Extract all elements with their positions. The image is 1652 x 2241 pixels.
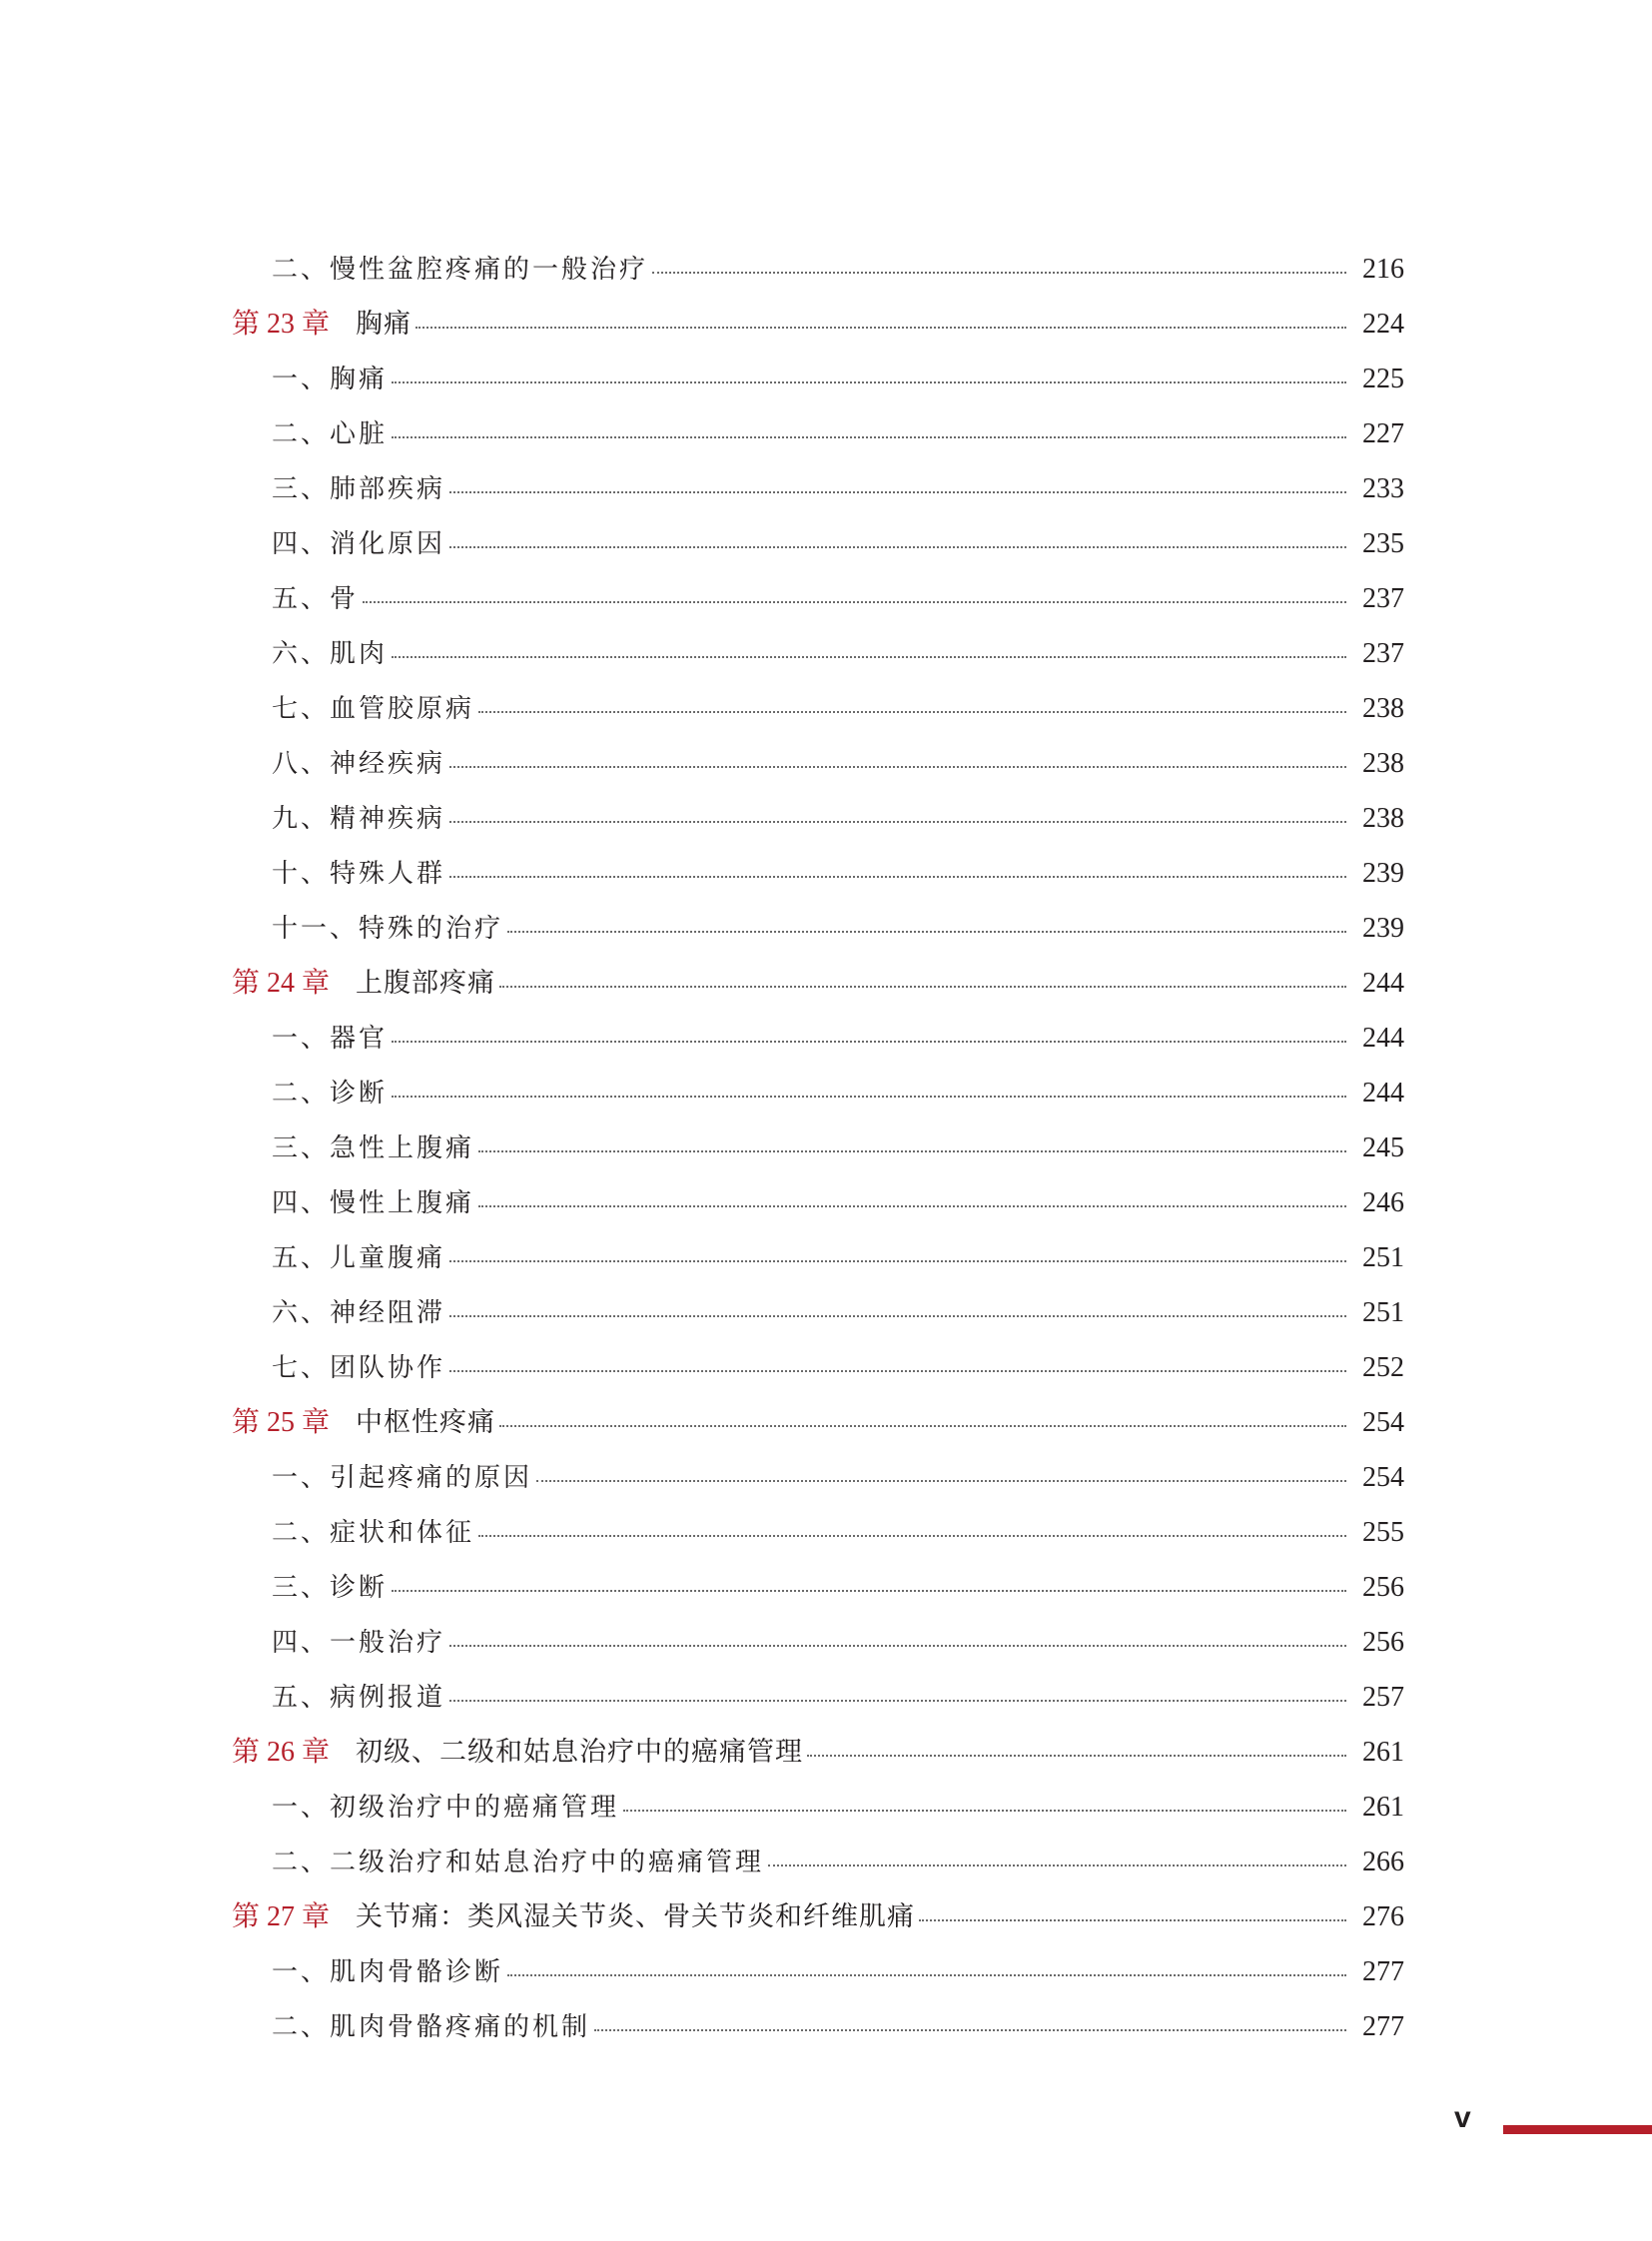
page-ref: 252 <box>1362 1352 1404 1383</box>
folio-accent-bar <box>1503 2125 1652 2134</box>
dot-leader <box>507 930 1346 933</box>
toc-section-row <box>232 1621 1404 1676</box>
toc-section-row <box>232 1291 1404 1346</box>
toc-chapter-row <box>232 1731 1404 1786</box>
section-title: 二、慢性盆腔疼痛的一般治疗 <box>272 255 649 285</box>
dot-leader <box>449 765 1346 768</box>
page-ref: 254 <box>1362 1407 1404 1438</box>
page-ref: 238 <box>1362 803 1404 834</box>
chapter-title: 初级、二级和姑息治疗中的癌痛管理 <box>356 1737 804 1768</box>
toc-section-row <box>232 467 1404 522</box>
dot-leader <box>536 1479 1346 1482</box>
section-title: 七、团队协作 <box>272 1353 446 1383</box>
toc-section-row <box>232 412 1404 467</box>
dot-leader <box>392 1095 1346 1098</box>
dot-leader <box>449 875 1346 878</box>
toc-section-row <box>232 1017 1404 1072</box>
dot-leader <box>919 1918 1346 1921</box>
section-title: 一、引起疼痛的原因 <box>272 1463 533 1493</box>
page-ref: 238 <box>1362 693 1404 724</box>
section-title: 一、器官 <box>272 1024 389 1054</box>
toc-section-row <box>232 1786 1404 1841</box>
toc-chapter-row <box>232 303 1404 358</box>
section-title: 六、肌肉 <box>272 639 389 669</box>
dot-leader <box>449 1369 1346 1372</box>
dot-leader <box>392 1589 1346 1592</box>
section-title: 三、肺部疾病 <box>272 474 446 504</box>
dot-leader <box>392 655 1346 658</box>
toc-section-row <box>232 358 1404 412</box>
dot-leader <box>507 1973 1346 1976</box>
dot-leader <box>478 710 1346 713</box>
dot-leader <box>449 1699 1346 1702</box>
dot-leader <box>478 1534 1346 1537</box>
section-title: 二、心脏 <box>272 419 389 449</box>
page-ref: 233 <box>1362 473 1404 504</box>
dot-leader <box>499 985 1346 988</box>
toc-section-row <box>232 1841 1404 1895</box>
chapter-number: 第 24 章 <box>232 968 331 999</box>
section-title: 一、初级治疗中的癌痛管理 <box>272 1793 620 1823</box>
page-ref: 246 <box>1362 1187 1404 1218</box>
chapter-number: 第 25 章 <box>232 1407 331 1438</box>
chapter-number: 第 26 章 <box>232 1737 331 1768</box>
chapter-number: 第 27 章 <box>232 1901 331 1932</box>
page-ref: 239 <box>1362 913 1404 944</box>
toc-section-row <box>232 852 1404 907</box>
page-ref: 238 <box>1362 748 1404 779</box>
toc-section-row <box>232 1676 1404 1731</box>
page-ref: 251 <box>1362 1297 1404 1328</box>
dot-leader <box>449 820 1346 823</box>
dot-leader <box>449 1644 1346 1647</box>
section-title: 四、一般治疗 <box>272 1628 446 1658</box>
chapter-title: 关节痛：类风湿关节炎、骨关节炎和纤维肌痛 <box>356 1901 916 1932</box>
section-title: 四、慢性上腹痛 <box>272 1188 475 1218</box>
section-title: 五、病例报道 <box>272 1683 446 1713</box>
toc-section-row <box>232 1181 1404 1236</box>
page-ref: 237 <box>1362 583 1404 614</box>
dot-leader <box>807 1754 1346 1757</box>
page-ref: 255 <box>1362 1517 1404 1548</box>
page-ref: 227 <box>1362 418 1404 449</box>
page-ref: 257 <box>1362 1682 1404 1713</box>
toc-section-row <box>232 577 1404 632</box>
page-ref: 245 <box>1362 1132 1404 1163</box>
toc-section-row <box>232 1511 1404 1566</box>
toc-section-row <box>232 742 1404 797</box>
section-title: 三、急性上腹痛 <box>272 1133 475 1163</box>
section-title: 二、症状和体征 <box>272 1518 475 1548</box>
section-title: 十一、特殊的治疗 <box>272 914 504 944</box>
table-of-contents <box>232 248 1404 2060</box>
section-title: 一、肌肉骨骼诊断 <box>272 1957 504 1987</box>
page-ref: 266 <box>1362 1847 1404 1877</box>
toc-section-row <box>232 1566 1404 1621</box>
dot-leader <box>392 435 1346 438</box>
page-ref: 261 <box>1362 1792 1404 1823</box>
page-ref: 235 <box>1362 528 1404 559</box>
dot-leader <box>449 490 1346 493</box>
dot-leader <box>449 1314 1346 1317</box>
dot-leader <box>449 545 1346 548</box>
section-title: 二、二级治疗和姑息治疗中的癌痛管理 <box>272 1848 765 1877</box>
toc-section-row <box>232 907 1404 962</box>
page-ref: 261 <box>1362 1737 1404 1768</box>
dot-leader <box>478 1204 1346 1207</box>
toc-section-row <box>232 797 1404 852</box>
toc-section-row <box>232 1126 1404 1181</box>
toc-section-row <box>232 632 1404 687</box>
chapter-title: 上腹部疼痛 <box>356 968 496 999</box>
dot-leader <box>594 2028 1346 2031</box>
toc-section-row <box>232 2005 1404 2060</box>
dot-leader <box>363 600 1346 603</box>
section-title: 九、精神疾病 <box>272 804 446 834</box>
page-ref: 237 <box>1362 638 1404 669</box>
dot-leader <box>768 1864 1346 1867</box>
toc-section-row <box>232 1456 1404 1511</box>
page-number: v <box>1454 2101 1471 2134</box>
page-ref: 251 <box>1362 1242 1404 1273</box>
page-ref: 244 <box>1362 1078 1404 1109</box>
toc-section-row <box>232 1950 1404 2005</box>
dot-leader <box>449 1259 1346 1262</box>
page-ref: 254 <box>1362 1462 1404 1493</box>
section-title: 八、神经疾病 <box>272 749 446 779</box>
chapter-number: 第 23 章 <box>232 309 331 340</box>
toc-section-row <box>232 1236 1404 1291</box>
page-ref: 277 <box>1362 2011 1404 2042</box>
dot-leader <box>478 1149 1346 1152</box>
dot-leader <box>499 1424 1346 1427</box>
toc-section-row <box>232 687 1404 742</box>
toc-section-row <box>232 1072 1404 1126</box>
dot-leader <box>415 326 1346 329</box>
page-ref: 244 <box>1362 1023 1404 1054</box>
page-ref: 256 <box>1362 1572 1404 1603</box>
toc-chapter-row <box>232 962 1404 1017</box>
section-title: 十、特殊人群 <box>272 859 446 889</box>
page-ref: 216 <box>1362 254 1404 285</box>
dot-leader <box>392 380 1346 383</box>
dot-leader <box>623 1809 1346 1812</box>
toc-section-row <box>232 1346 1404 1401</box>
dot-leader <box>652 271 1346 274</box>
section-title: 一、胸痛 <box>272 365 389 394</box>
page-ref: 239 <box>1362 858 1404 889</box>
page-ref: 277 <box>1362 1956 1404 1987</box>
page-ref: 244 <box>1362 968 1404 999</box>
toc-section-row <box>232 522 1404 577</box>
toc-chapter-row <box>232 1401 1404 1456</box>
page-ref: 225 <box>1362 364 1404 394</box>
section-title: 四、消化原因 <box>272 529 446 559</box>
section-title: 二、肌肉骨骼疼痛的机制 <box>272 2012 591 2042</box>
section-title: 五、骨 <box>272 584 360 614</box>
section-title: 二、诊断 <box>272 1079 389 1109</box>
page-ref: 256 <box>1362 1627 1404 1658</box>
section-title: 六、神经阻滞 <box>272 1298 446 1328</box>
dot-leader <box>392 1040 1346 1043</box>
section-title: 三、诊断 <box>272 1573 389 1603</box>
section-title: 五、儿童腹痛 <box>272 1243 446 1273</box>
toc-section-row <box>232 248 1404 303</box>
page-ref: 224 <box>1362 309 1404 340</box>
toc-chapter-row <box>232 1895 1404 1950</box>
section-title: 七、血管胶原病 <box>272 694 475 724</box>
chapter-title: 中枢性疼痛 <box>356 1407 496 1438</box>
chapter-title: 胸痛 <box>356 309 413 340</box>
page-ref: 276 <box>1362 1901 1404 1932</box>
